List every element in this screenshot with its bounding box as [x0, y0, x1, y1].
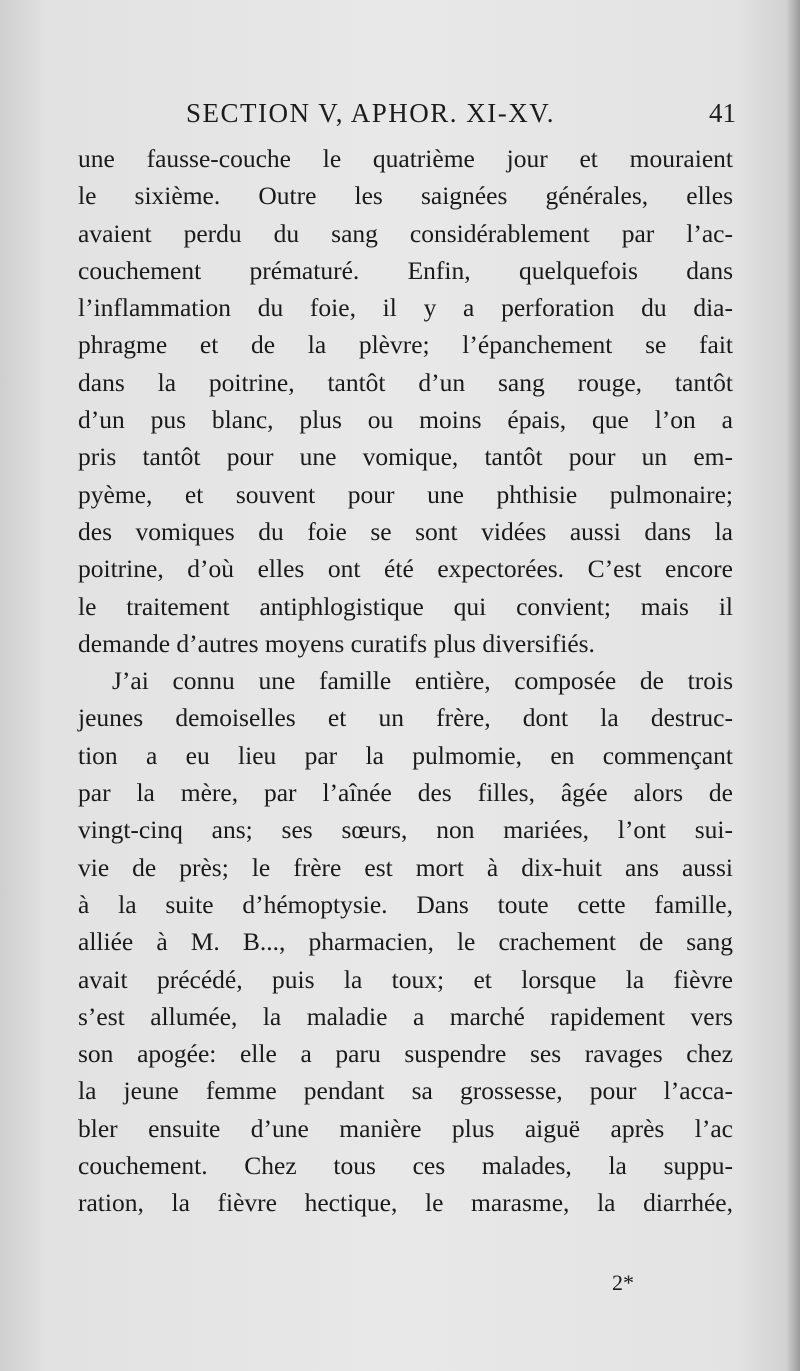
text-line: avaient perdu du sang considérablement par l’ac- — [78, 218, 733, 248]
text-line: dans la poitrine, tantôt d’un sang rouge, tantôt — [78, 367, 733, 397]
text-line: d’un pus blanc, plus ou moins épais, que l’on a — [78, 405, 733, 435]
body-text — [78, 140, 733, 1222]
text-line: demande d’autres moyens curatifs plus diversifiés. — [78, 628, 595, 658]
text-line: couchement. Chez tous ces malades, la suppu- — [78, 1151, 733, 1181]
text-line: poitrine, d’où elles ont été expectorées. C’est encore — [78, 554, 733, 584]
text-line: J’ai connu une famille entière, composée de trois — [112, 666, 733, 696]
text-line: vie de près; le frère est mort à dix-huit ans aussi — [78, 852, 733, 882]
page-header — [186, 98, 736, 140]
text-line: s’est allumée, la maladie a marché rapidement vers — [78, 1001, 733, 1031]
text-line: bler ensuite d’une manière plus aiguë après l’ac — [78, 1113, 733, 1143]
text-line: pris tantôt pour une vomique, tantôt pour un em- — [78, 442, 733, 472]
page-number: 41 — [709, 98, 736, 128]
text-line: pyème, et souvent pour une phthisie pulmonaire; — [78, 479, 733, 509]
text-line: alliée à M. B..., pharmacien, le crachement de sang — [78, 927, 733, 957]
text-line: le traitement antiphlogistique qui convient; mais il — [78, 591, 733, 621]
text-line: à la suite d’hémoptysie. Dans toute cette famille, — [78, 889, 733, 919]
text-line: l’inflammation du foie, il y a perforation du dia- — [78, 293, 733, 323]
text-line: phragme et de la plèvre; l’épanchement se fait — [78, 330, 733, 360]
text-line: vingt-cinq ans; ses sœurs, non mariées, l’ont sui- — [78, 815, 733, 845]
text-line: son apogée: elle a paru suspendre ses ravages chez — [78, 1039, 733, 1069]
text-line: jeunes demoiselles et un frère, dont la destruc- — [78, 703, 733, 733]
text-line: la jeune femme pendant sa grossesse, pour l’acca- — [78, 1076, 733, 1106]
running-title: SECTION V, APHOR. XI-XV. — [186, 98, 556, 128]
text-line: des vomiques du foie se sont vidées aussi dans la — [78, 516, 733, 546]
text-line: par la mère, par l’aînée des filles, âgée alors de — [78, 778, 733, 808]
signature-mark: 2* — [612, 1270, 634, 1295]
paragraph-1 — [78, 140, 733, 662]
text-line: le sixième. Outre les saignées générales, elles — [78, 181, 733, 211]
paragraph-2 — [78, 662, 733, 1221]
text-line: tion a eu lieu par la pulmomie, en commençant — [78, 740, 733, 770]
text-line: couchement prématuré. Enfin, quelquefois dans — [78, 255, 733, 285]
text-line: avait précédé, puis la toux; et lorsque la fièvre — [78, 964, 733, 994]
page-edge-shadow — [786, 0, 800, 1371]
text-line: ration, la fièvre hectique, le marasme, la diarrhée, — [78, 1188, 733, 1218]
text-line: une fausse-couche le quatrième jour et mouraient — [78, 144, 733, 173]
